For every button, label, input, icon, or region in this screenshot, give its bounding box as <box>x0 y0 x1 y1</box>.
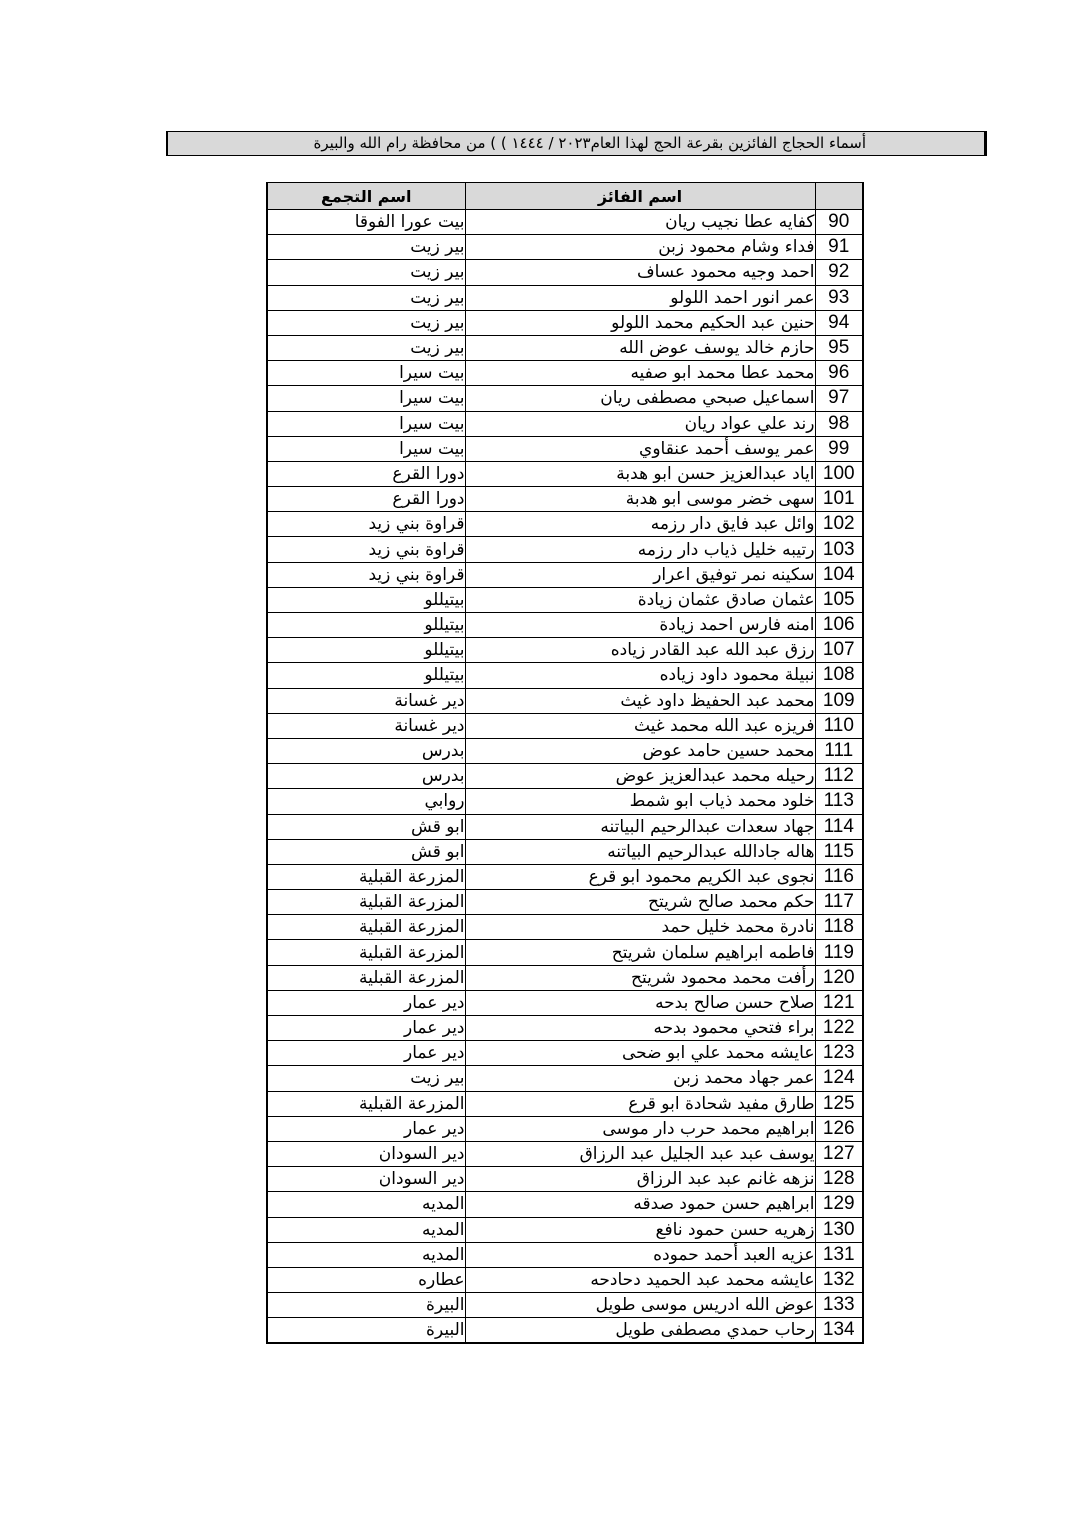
group-name: البيرة <box>267 1293 465 1318</box>
group-name: بيتيللو <box>267 638 465 663</box>
row-number: 100 <box>815 461 863 486</box>
group-name: بير زيت <box>267 235 465 260</box>
winner-name: طارق مفيد شحادة ابو قرع <box>465 1091 815 1116</box>
row-number: 112 <box>815 764 863 789</box>
winner-name: صلاح حسن صالح بدحه <box>465 990 815 1015</box>
row-number: 114 <box>815 814 863 839</box>
table-row <box>267 688 863 713</box>
row-number: 125 <box>815 1091 863 1116</box>
table-row <box>267 411 863 436</box>
winner-name: رحيله محمد عبدالعزيز عوض <box>465 764 815 789</box>
group-name: دير غسانة <box>267 713 465 738</box>
table-row <box>267 1141 863 1166</box>
row-number: 132 <box>815 1267 863 1292</box>
row-number: 99 <box>815 436 863 461</box>
table-row <box>267 361 863 386</box>
group-name: دير عمار <box>267 990 465 1015</box>
row-number: 124 <box>815 1066 863 1091</box>
row-number: 121 <box>815 990 863 1015</box>
row-number: 96 <box>815 361 863 386</box>
table-row <box>267 1167 863 1192</box>
table-row <box>267 638 863 663</box>
winner-name: اياد عبدالعزيز حسن ابو هدبة <box>465 461 815 486</box>
row-number: 105 <box>815 587 863 612</box>
group-name: دير عمار <box>267 1116 465 1141</box>
row-number: 116 <box>815 864 863 889</box>
group-name: عطاره <box>267 1267 465 1292</box>
winner-name: رأفت محمد محمود شريتح <box>465 965 815 990</box>
group-name: بيت سيرا <box>267 386 465 411</box>
table-row <box>267 487 863 512</box>
winner-name: عمر انور احمد اللولو <box>465 285 815 310</box>
table-row <box>267 990 863 1015</box>
row-number: 127 <box>815 1141 863 1166</box>
header-number <box>815 183 863 210</box>
winner-name: جهاد سعدات عبدالرحيم البياتنه <box>465 814 815 839</box>
row-number: 117 <box>815 890 863 915</box>
table-row <box>267 1116 863 1141</box>
winner-name: يوسف عبد عبد الجليل عبد الرزاق <box>465 1141 815 1166</box>
group-name: قراوة بني زيد <box>267 562 465 587</box>
table-row <box>267 512 863 537</box>
row-number: 120 <box>815 965 863 990</box>
table-row <box>267 965 863 990</box>
winner-name: رحاب حمدي مصطفى طويل <box>465 1318 815 1343</box>
row-number: 119 <box>815 940 863 965</box>
row-number: 129 <box>815 1192 863 1217</box>
table-row <box>267 890 863 915</box>
winner-name: زهريه حسن حمود نافع <box>465 1217 815 1242</box>
group-name: دير عمار <box>267 1016 465 1041</box>
group-name: بيت عورا الفوقا <box>267 210 465 235</box>
table-row <box>267 713 863 738</box>
row-number: 104 <box>815 562 863 587</box>
table-row <box>267 1267 863 1292</box>
group-name: بير زيت <box>267 1066 465 1091</box>
group-name: بيتيللو <box>267 613 465 638</box>
table-row <box>267 940 863 965</box>
group-name: قراوة بني زيد <box>267 537 465 562</box>
row-number: 115 <box>815 839 863 864</box>
header-group: اسم التجمع <box>267 183 465 210</box>
winner-name: حازم خالد يوسف عوض الله <box>465 335 815 360</box>
group-name: المزرعة القبلية <box>267 915 465 940</box>
group-name: بير زيت <box>267 260 465 285</box>
group-name: دورا القرع <box>267 487 465 512</box>
group-name: ابو قش <box>267 814 465 839</box>
table-row <box>267 260 863 285</box>
table-row <box>267 1041 863 1066</box>
winner-name: عمر يوسف أحمد عنقاوي <box>465 436 815 461</box>
table-row <box>267 1016 863 1041</box>
table-row <box>267 386 863 411</box>
table-row <box>267 235 863 260</box>
winner-name: هاله جادالله عبدالرحيم البياتنه <box>465 839 815 864</box>
table-row <box>267 738 863 763</box>
row-number: 110 <box>815 713 863 738</box>
row-number: 107 <box>815 638 863 663</box>
table-row <box>267 613 863 638</box>
table-row <box>267 461 863 486</box>
winner-name: حنين عبد الحكيم محمد اللولو <box>465 310 815 335</box>
winner-name: نجوى عبد الكريم محمود ابو قرع <box>465 864 815 889</box>
row-number: 97 <box>815 386 863 411</box>
group-name: بير زيت <box>267 310 465 335</box>
table-row <box>267 210 863 235</box>
table-row <box>267 864 863 889</box>
group-name: المديه <box>267 1242 465 1267</box>
group-name: بيت سيرا <box>267 411 465 436</box>
winner-name: عايشه محمد عبد الحميد دحادحه <box>465 1267 815 1292</box>
group-name: ابو قش <box>267 839 465 864</box>
table-row <box>267 764 863 789</box>
row-number: 103 <box>815 537 863 562</box>
table-body <box>267 210 863 1343</box>
table-row <box>267 663 863 688</box>
group-name: دير غسانة <box>267 688 465 713</box>
table-row <box>267 537 863 562</box>
row-number: 123 <box>815 1041 863 1066</box>
row-number: 102 <box>815 512 863 537</box>
winner-name: فريزه عبد الله محمد غيث <box>465 713 815 738</box>
winner-name: احمد وجيه محمود عساف <box>465 260 815 285</box>
group-name: المزرعة القبلية <box>267 890 465 915</box>
winner-name: ابراهيم حسن حمود صدقه <box>465 1192 815 1217</box>
winner-name: فداء وشام محمود زبن <box>465 235 815 260</box>
table-row <box>267 436 863 461</box>
winners-table <box>266 182 864 1344</box>
group-name: المزرعة القبلية <box>267 965 465 990</box>
group-name: البيرة <box>267 1318 465 1343</box>
group-name: بدرس <box>267 738 465 763</box>
winner-name: ابراهيم محمد حرب دار موسى <box>465 1116 815 1141</box>
group-name: دير السودان <box>267 1167 465 1192</box>
group-name: دير السودان <box>267 1141 465 1166</box>
winner-name: فاطمه ابراهيم سلمان شريتح <box>465 940 815 965</box>
row-number: 111 <box>815 738 863 763</box>
table-row <box>267 789 863 814</box>
table-row <box>267 1091 863 1116</box>
table-row <box>267 587 863 612</box>
table-row <box>267 335 863 360</box>
winner-name: كفايه عطا نجيب ريان <box>465 210 815 235</box>
row-number: 126 <box>815 1116 863 1141</box>
table-row <box>267 1217 863 1242</box>
table-row <box>267 1066 863 1091</box>
group-name: المزرعة القبلية <box>267 1091 465 1116</box>
group-name: روابي <box>267 789 465 814</box>
winner-name: عثمان صادق عثمان زيادة <box>465 587 815 612</box>
winner-name: خلود محمد ذياب ابو شمط <box>465 789 815 814</box>
header-name: اسم الفائز <box>465 183 815 210</box>
table-row <box>267 562 863 587</box>
winner-name: براء فتحي محمود بدحه <box>465 1016 815 1041</box>
table-row <box>267 310 863 335</box>
group-name: المديه <box>267 1217 465 1242</box>
table-header <box>267 183 863 210</box>
winner-name: عوض الله ادريس موسى طويل <box>465 1293 815 1318</box>
winner-name: سكينه نمر توفيق اعرار <box>465 562 815 587</box>
group-name: المديه <box>267 1192 465 1217</box>
row-number: 122 <box>815 1016 863 1041</box>
winner-name: عايشه محمد علي ابو ضحى <box>465 1041 815 1066</box>
group-name: قراوة بني زيد <box>267 512 465 537</box>
winner-name: سهى خضر موسى ابو هدبة <box>465 487 815 512</box>
row-number: 128 <box>815 1167 863 1192</box>
group-name: بيت سيرا <box>267 436 465 461</box>
row-number: 131 <box>815 1242 863 1267</box>
winner-name: رند علي عواد ريان <box>465 411 815 436</box>
group-name: بيت سيرا <box>267 361 465 386</box>
row-number: 90 <box>815 210 863 235</box>
group-name: بير زيت <box>267 285 465 310</box>
table-row <box>267 285 863 310</box>
row-number: 94 <box>815 310 863 335</box>
row-number: 101 <box>815 487 863 512</box>
winner-name: نادرة محمد خليل حمد <box>465 915 815 940</box>
group-name: المزرعة القبلية <box>267 940 465 965</box>
table-row <box>267 1318 863 1343</box>
row-number: 95 <box>815 335 863 360</box>
winner-name: حكم محمد صالح شريتح <box>465 890 815 915</box>
group-name: بدرس <box>267 764 465 789</box>
row-number: 108 <box>815 663 863 688</box>
page-title: أسماء الحجاج الفائزين بقرعة الحج لهذا العام٢٠٢٣ / ١٤٤٤ ) ) من محافظة رام الله والبيرة <box>166 131 987 156</box>
row-number: 98 <box>815 411 863 436</box>
row-number: 93 <box>815 285 863 310</box>
table-row <box>267 1192 863 1217</box>
winner-name: اسماعيل صبحي مصطفى ريان <box>465 386 815 411</box>
winner-name: نزهه غانم عبد عبد الرزاق <box>465 1167 815 1192</box>
table-row <box>267 1242 863 1267</box>
group-name: بير زيت <box>267 335 465 360</box>
winner-name: رتيبه خليل ذياب دار رزمه <box>465 537 815 562</box>
winner-name: محمد عطا محمد ابو صفيه <box>465 361 815 386</box>
group-name: المزرعة القبلية <box>267 864 465 889</box>
table-row <box>267 814 863 839</box>
row-number: 109 <box>815 688 863 713</box>
row-number: 118 <box>815 915 863 940</box>
winner-name: محمد حسين حامد عوض <box>465 738 815 763</box>
row-number: 92 <box>815 260 863 285</box>
group-name: دورا القرع <box>267 461 465 486</box>
row-number: 106 <box>815 613 863 638</box>
table-row <box>267 915 863 940</box>
winner-name: رزق عبد الله عبد القادر زياده <box>465 638 815 663</box>
row-number: 113 <box>815 789 863 814</box>
row-number: 133 <box>815 1293 863 1318</box>
winner-name: امنه فارس احمد زيادة <box>465 613 815 638</box>
winner-name: عزيه العبد أحمد حموده <box>465 1242 815 1267</box>
table-row <box>267 1293 863 1318</box>
group-name: دير عمار <box>267 1041 465 1066</box>
winner-name: محمد عبد الحفيظ داود غيث <box>465 688 815 713</box>
winner-name: وائل عبد فايق دار رزمه <box>465 512 815 537</box>
table-row <box>267 839 863 864</box>
group-name: بيتيللو <box>267 587 465 612</box>
row-number: 91 <box>815 235 863 260</box>
winner-name: عمر جهاد محمد زبن <box>465 1066 815 1091</box>
group-name: بيتيللو <box>267 663 465 688</box>
winner-name: نبيلة محمود داود زياده <box>465 663 815 688</box>
row-number: 134 <box>815 1318 863 1343</box>
row-number: 130 <box>815 1217 863 1242</box>
